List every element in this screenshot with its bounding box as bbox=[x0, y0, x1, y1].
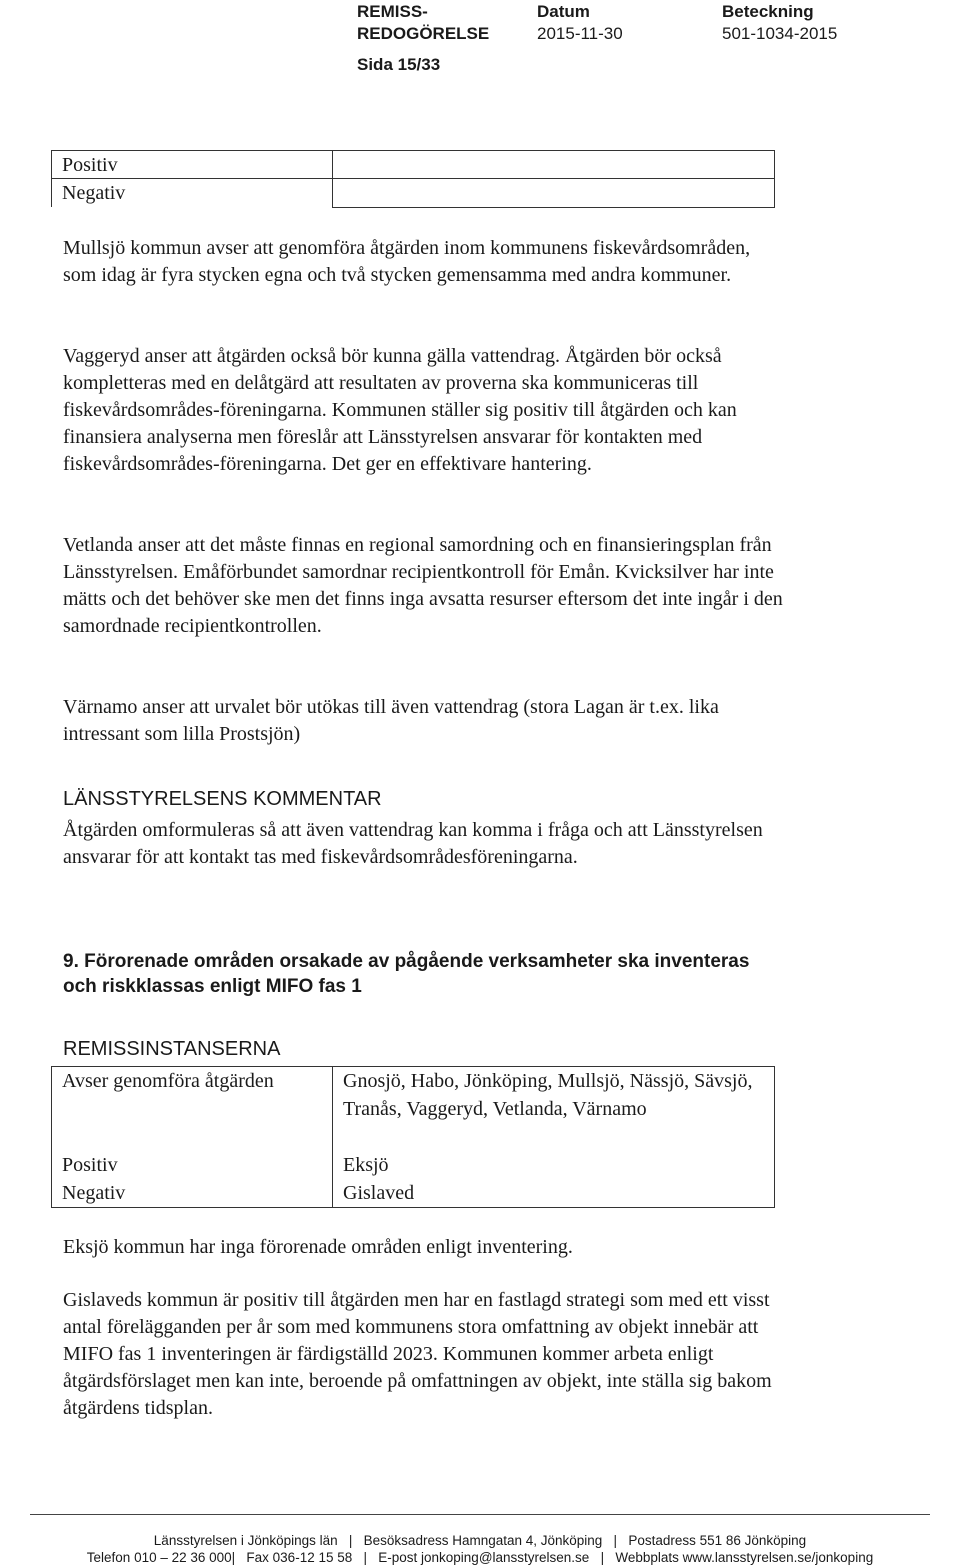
row-label: Positiv bbox=[62, 154, 118, 176]
row-value: Gnosjö, Habo, Jönköping, Mullsjö, Nässjö, Sävsjö, Tranås, Vaggeryd, Vetlanda, Värnamo bbox=[343, 1070, 753, 1120]
section-subheading: REMISSINSTANSERNA bbox=[63, 1038, 281, 1060]
paragraph: Värnamo anser att urvalet bör utökas till även vattendrag (stora Lagan är t.ex. lika intressant som lilla Prostsjön) bbox=[63, 696, 719, 745]
comment-heading: LÄNSSTYRELSENS KOMMENTAR bbox=[63, 788, 382, 810]
response-table bbox=[51, 1066, 775, 1208]
table-cell-labels bbox=[52, 1067, 333, 1208]
paragraph: Mullsjö kommun avser att genomföra åtgärden inom kommunens fiskevårdsområden, som idag är fyra stycken egna och två stycken gemensamma med andra kommuner. bbox=[63, 237, 751, 286]
footer-line-1: Länsstyrelsen i Jönköpings län | Besöksadress Hamngatan 4, Jönköping | Postadress 551 86 Jönköping bbox=[153, 1533, 807, 1548]
page-header bbox=[0, 0, 960, 80]
doc-type-label: REMISS- bbox=[357, 2, 428, 21]
footer-divider bbox=[30, 1514, 930, 1515]
reference-label: Beteckning bbox=[722, 2, 814, 21]
paragraph: Vetlanda anser att det måste finnas en regional samordning och en finansieringsplan från Länsstyrelsen. Emåförbundet samordnar recipientkontroll för Emån. Kvicksilver har inte mätts och det behöver ske men det finns inga avsatta resurser eftersom det inte ingår i den samordnade recipientkontrollen. bbox=[63, 534, 783, 637]
page-number: Sida 15/33 bbox=[357, 55, 441, 74]
paragraph: Gislaveds kommun är positiv till åtgärden men har en fastlagd strategi som med ett visst antal förelägganden per år som med kommunens stora omfattning av objekt innebär att MIFO fas 1 inventeringen är färdigställd 2023. Kommunen kommer arbeta enligt åtgärdsförslaget men kan inte, beroende på omfattningen av objekt, inte ställa sig bakom åtgärdens tidsplan. bbox=[63, 1289, 772, 1419]
table-cell-values bbox=[333, 1067, 775, 1208]
footer-line-2: Telefon 010 – 22 36 000| Fax 036-12 15 58 | E-post jonkoping@lansstyrelsen.se | Webbplats www.lansstyrelsen.se/jonkoping bbox=[86, 1550, 874, 1565]
paragraph: Vaggeryd anser att åtgärden också bör kunna gälla vattendrag. Åtgärden bör också kompletteras med en delåtgärd att resultaten av proverna ska kommuniceras till fiskevårdsområdes-föreningarna. Kommunen ställer sig positiv till åtgärden och kan finansiera analyserna men föreslår att Länsstyrelsen ansvarar för kontakten med fiskevårdsområdes-föreningarna. Det ger en effektivare hantering. bbox=[63, 345, 737, 475]
row-value: Eksjö bbox=[343, 1154, 389, 1176]
row-value: Gislaved bbox=[343, 1182, 415, 1204]
row-label: Positiv bbox=[62, 1154, 118, 1176]
row-label: Negativ bbox=[62, 1182, 126, 1204]
paragraph: Eksjö kommun har inga förorenade områden enligt inventering. bbox=[63, 1236, 573, 1258]
comment-text: Åtgärden omformuleras så att även vattendrag kan komma i fråga och att Länsstyrelsen ansvarar för att kontakt tas med fiskevårdsområdesföreningarna. bbox=[63, 819, 763, 868]
row-value bbox=[343, 151, 764, 178]
table-row bbox=[52, 1067, 775, 1208]
row-label: Negativ bbox=[62, 182, 126, 204]
reference-value: 501-1034-2015 bbox=[722, 24, 838, 43]
date-value: 2015-11-30 bbox=[537, 24, 623, 43]
row-label: Avser genomföra åtgärden bbox=[62, 1070, 274, 1092]
date-label: Datum bbox=[537, 2, 590, 21]
doc-type-label-2: REDOGÖRELSE bbox=[357, 24, 490, 43]
section-title: 9. Förorenade områden orsakade av pågående verksamheter ska inventeras och riskklassas enligt MIFO fas 1 bbox=[63, 951, 750, 997]
